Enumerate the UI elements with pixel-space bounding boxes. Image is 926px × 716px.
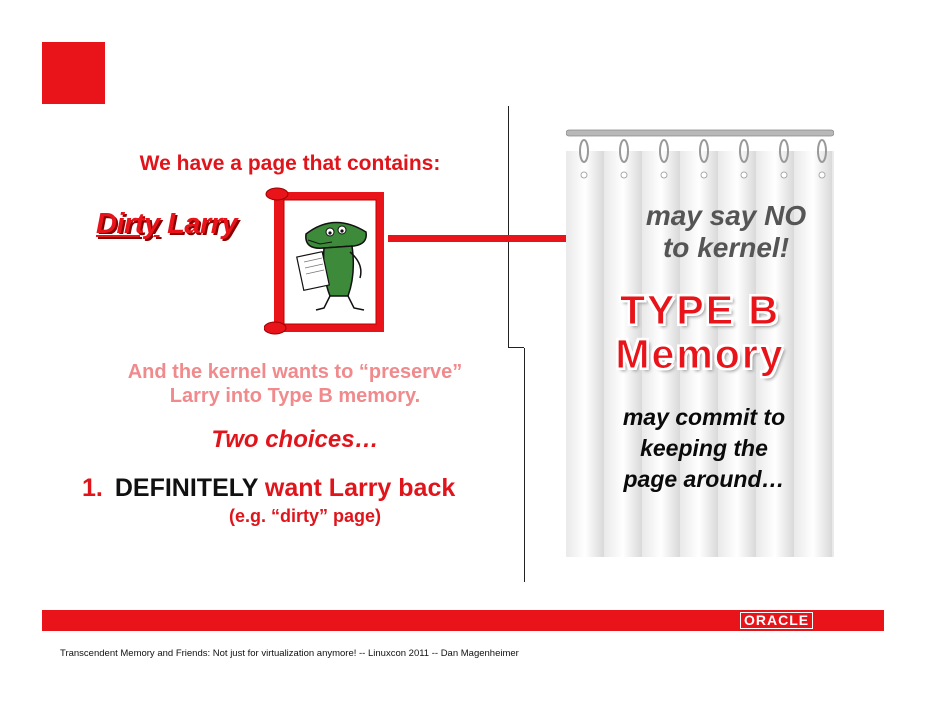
two-choices-heading: Two choices… <box>211 426 379 453</box>
divider-lower <box>524 348 525 582</box>
footer-text: Transcendent Memory and Friends: Not just for virtualization anymore! -- Linuxcon 2011 -- Dan Magenheimer <box>60 648 519 659</box>
commit-line-2: keeping the <box>640 435 768 461</box>
headline: We have a page that contains: <box>139 152 441 175</box>
preserve-text <box>80 360 510 408</box>
oracle-logo: ORACLE <box>740 612 813 629</box>
choice-want: want Larry back <box>264 474 456 502</box>
larry-word: Larry <box>167 208 238 240</box>
choice-definitely: DEFINITELY <box>114 474 258 502</box>
scroll-icon <box>264 186 389 336</box>
choice-1 <box>82 474 455 503</box>
say-no-line-2: to kernel! <box>662 232 790 263</box>
divider-step <box>508 347 524 348</box>
preserve-line-2: Larry into Type B memory. <box>169 385 421 407</box>
choice-1-subtext: (e.g. “dirty” page) <box>228 506 381 526</box>
say-no-line-1: may say NO <box>645 200 807 231</box>
choice-number: 1. <box>82 474 103 502</box>
type-b-line-2: Memory <box>615 331 785 377</box>
say-no-text <box>566 200 886 264</box>
dirty-larry-title <box>96 208 237 241</box>
commit-line-1: may commit to <box>622 404 786 430</box>
dirty-word: Dirty <box>96 208 160 240</box>
type-b-line-1: TYPE B <box>619 287 781 333</box>
preserve-line-1: And the kernel wants to “preserve” <box>127 361 463 383</box>
decorative-red-square <box>42 42 105 104</box>
type-b-memory-title <box>566 288 834 376</box>
commit-text <box>566 402 842 495</box>
commit-line-3: page around… <box>623 466 785 492</box>
